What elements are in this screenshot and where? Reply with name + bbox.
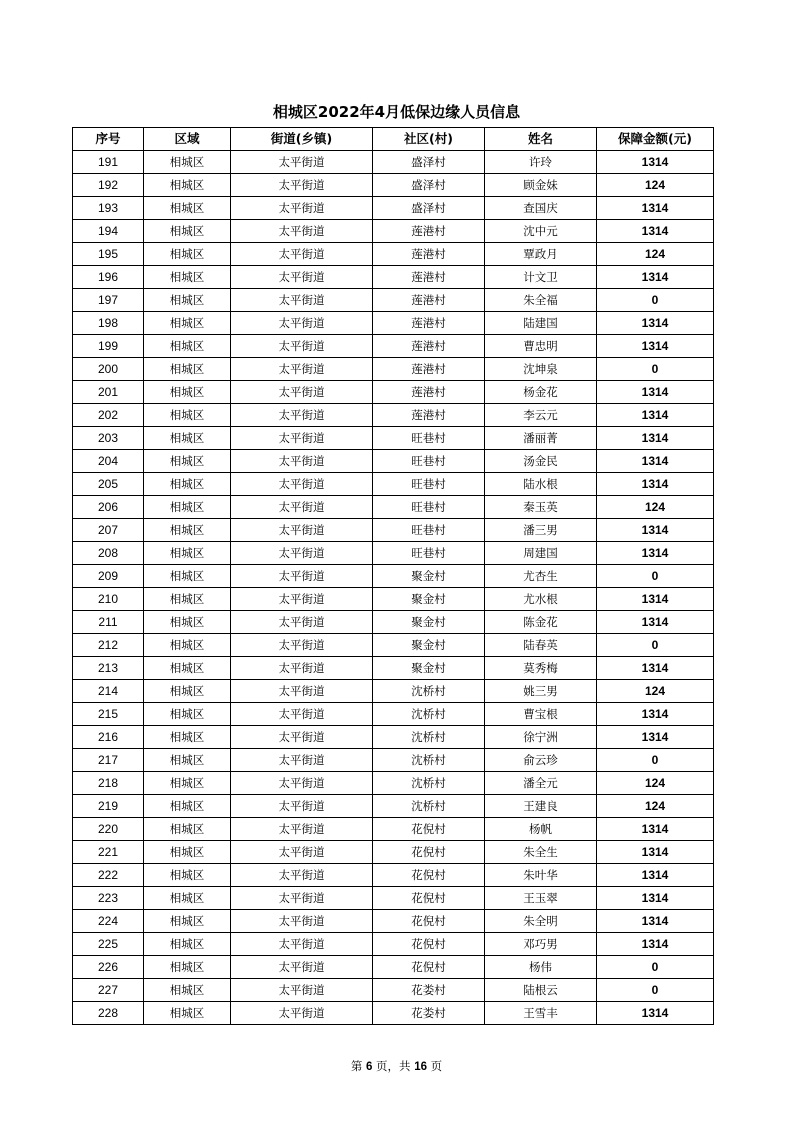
cell-amount: 124 xyxy=(597,772,714,795)
cell-community: 盛泽村 xyxy=(373,151,485,174)
cell-street: 太平街道 xyxy=(231,220,373,243)
cell-amount: 1314 xyxy=(597,381,714,404)
cell-amount: 124 xyxy=(597,496,714,519)
cell-district: 相城区 xyxy=(144,496,231,519)
footer-prefix: 第 xyxy=(350,1059,366,1073)
table-row xyxy=(73,703,714,726)
cell-name: 朱叶华 xyxy=(485,864,597,887)
table-row xyxy=(73,358,714,381)
cell-street: 太平街道 xyxy=(231,979,373,1002)
cell-community: 沈桥村 xyxy=(373,726,485,749)
table-row xyxy=(73,519,714,542)
cell-community: 莲港村 xyxy=(373,358,485,381)
cell-community: 沈桥村 xyxy=(373,703,485,726)
table-row xyxy=(73,427,714,450)
cell-street: 太平街道 xyxy=(231,1002,373,1025)
cell-street: 太平街道 xyxy=(231,289,373,312)
cell-name: 朱全明 xyxy=(485,910,597,933)
cell-amount: 1314 xyxy=(597,910,714,933)
cell-street: 太平街道 xyxy=(231,887,373,910)
cell-name: 朱全生 xyxy=(485,841,597,864)
cell-community: 莲港村 xyxy=(373,243,485,266)
cell-name: 沈坤泉 xyxy=(485,358,597,381)
table-row xyxy=(73,841,714,864)
cell-name: 朱全福 xyxy=(485,289,597,312)
cell-name: 邓巧男 xyxy=(485,933,597,956)
cell-community: 旺巷村 xyxy=(373,473,485,496)
cell-index: 211 xyxy=(73,611,144,634)
cell-district: 相城区 xyxy=(144,473,231,496)
cell-street: 太平街道 xyxy=(231,266,373,289)
cell-index: 216 xyxy=(73,726,144,749)
cell-district: 相城区 xyxy=(144,312,231,335)
cell-amount: 0 xyxy=(597,565,714,588)
cell-name: 许玲 xyxy=(485,151,597,174)
cell-community: 莲港村 xyxy=(373,220,485,243)
cell-community: 旺巷村 xyxy=(373,519,485,542)
header-district: 区域 xyxy=(144,128,231,151)
cell-index: 226 xyxy=(73,956,144,979)
cell-index: 215 xyxy=(73,703,144,726)
cell-name: 潘三男 xyxy=(485,519,597,542)
cell-community: 花娄村 xyxy=(373,1002,485,1025)
cell-index: 213 xyxy=(73,657,144,680)
cell-community: 旺巷村 xyxy=(373,542,485,565)
cell-street: 太平街道 xyxy=(231,680,373,703)
cell-community: 聚金村 xyxy=(373,634,485,657)
cell-index: 196 xyxy=(73,266,144,289)
cell-name: 徐宁洲 xyxy=(485,726,597,749)
cell-district: 相城区 xyxy=(144,427,231,450)
cell-amount: 1314 xyxy=(597,657,714,680)
cell-district: 相城区 xyxy=(144,519,231,542)
cell-street: 太平街道 xyxy=(231,841,373,864)
cell-index: 200 xyxy=(73,358,144,381)
cell-index: 217 xyxy=(73,749,144,772)
cell-index: 197 xyxy=(73,289,144,312)
cell-district: 相城区 xyxy=(144,956,231,979)
cell-street: 太平街道 xyxy=(231,381,373,404)
cell-community: 花倪村 xyxy=(373,956,485,979)
header-name: 姓名 xyxy=(485,128,597,151)
cell-community: 莲港村 xyxy=(373,404,485,427)
table-row xyxy=(73,312,714,335)
cell-district: 相城区 xyxy=(144,749,231,772)
cell-name: 顾金妹 xyxy=(485,174,597,197)
cell-street: 太平街道 xyxy=(231,243,373,266)
cell-amount: 0 xyxy=(597,956,714,979)
cell-street: 太平街道 xyxy=(231,358,373,381)
cell-amount: 0 xyxy=(597,289,714,312)
table-row xyxy=(73,657,714,680)
cell-name: 汤金民 xyxy=(485,450,597,473)
cell-index: 223 xyxy=(73,887,144,910)
cell-community: 花倪村 xyxy=(373,864,485,887)
cell-amount: 124 xyxy=(597,795,714,818)
cell-community: 聚金村 xyxy=(373,611,485,634)
cell-name: 杨金花 xyxy=(485,381,597,404)
cell-amount: 0 xyxy=(597,749,714,772)
cell-name: 姚三男 xyxy=(485,680,597,703)
cell-street: 太平街道 xyxy=(231,473,373,496)
table-row xyxy=(73,450,714,473)
footer-middle: 页，共 xyxy=(372,1059,415,1073)
cell-index: 224 xyxy=(73,910,144,933)
table-row xyxy=(73,542,714,565)
cell-district: 相城区 xyxy=(144,611,231,634)
cell-name: 陆根云 xyxy=(485,979,597,1002)
cell-community: 莲港村 xyxy=(373,289,485,312)
cell-street: 太平街道 xyxy=(231,542,373,565)
cell-district: 相城区 xyxy=(144,588,231,611)
cell-street: 太平街道 xyxy=(231,588,373,611)
table-row xyxy=(73,818,714,841)
table-row xyxy=(73,726,714,749)
cell-index: 227 xyxy=(73,979,144,1002)
table-row xyxy=(73,243,714,266)
data-table xyxy=(72,127,714,1025)
cell-index: 220 xyxy=(73,818,144,841)
current-page: 6 xyxy=(365,1061,373,1073)
header-row xyxy=(73,128,714,151)
table-row xyxy=(73,634,714,657)
cell-district: 相城区 xyxy=(144,979,231,1002)
cell-amount: 1314 xyxy=(597,611,714,634)
cell-index: 228 xyxy=(73,1002,144,1025)
cell-name: 王建良 xyxy=(485,795,597,818)
table-row xyxy=(73,864,714,887)
cell-amount: 124 xyxy=(597,680,714,703)
cell-name: 曹忠明 xyxy=(485,335,597,358)
cell-name: 杨伟 xyxy=(485,956,597,979)
cell-index: 225 xyxy=(73,933,144,956)
cell-name: 王雪丰 xyxy=(485,1002,597,1025)
table-row xyxy=(73,289,714,312)
cell-district: 相城区 xyxy=(144,726,231,749)
cell-amount: 1314 xyxy=(597,864,714,887)
cell-street: 太平街道 xyxy=(231,956,373,979)
table-row xyxy=(73,887,714,910)
total-pages: 16 xyxy=(414,1061,427,1073)
table-row xyxy=(73,1002,714,1025)
cell-district: 相城区 xyxy=(144,657,231,680)
header-community: 社区(村) xyxy=(373,128,485,151)
cell-index: 193 xyxy=(73,197,144,220)
cell-street: 太平街道 xyxy=(231,565,373,588)
cell-street: 太平街道 xyxy=(231,933,373,956)
cell-district: 相城区 xyxy=(144,933,231,956)
cell-index: 206 xyxy=(73,496,144,519)
cell-amount: 1314 xyxy=(597,703,714,726)
cell-community: 花倪村 xyxy=(373,933,485,956)
cell-street: 太平街道 xyxy=(231,450,373,473)
table-row xyxy=(73,473,714,496)
cell-district: 相城区 xyxy=(144,197,231,220)
cell-amount: 1314 xyxy=(597,542,714,565)
cell-district: 相城区 xyxy=(144,542,231,565)
cell-community: 聚金村 xyxy=(373,588,485,611)
cell-name: 王玉翠 xyxy=(485,887,597,910)
cell-street: 太平街道 xyxy=(231,197,373,220)
table-row xyxy=(73,266,714,289)
cell-street: 太平街道 xyxy=(231,151,373,174)
cell-index: 207 xyxy=(73,519,144,542)
cell-name: 杨帆 xyxy=(485,818,597,841)
cell-street: 太平街道 xyxy=(231,703,373,726)
cell-name: 沈中元 xyxy=(485,220,597,243)
cell-index: 208 xyxy=(73,542,144,565)
cell-index: 204 xyxy=(73,450,144,473)
cell-street: 太平街道 xyxy=(231,634,373,657)
cell-index: 198 xyxy=(73,312,144,335)
cell-amount: 1314 xyxy=(597,404,714,427)
cell-index: 219 xyxy=(73,795,144,818)
cell-district: 相城区 xyxy=(144,634,231,657)
table-row xyxy=(73,335,714,358)
cell-street: 太平街道 xyxy=(231,312,373,335)
cell-amount: 1314 xyxy=(597,473,714,496)
cell-amount: 1314 xyxy=(597,312,714,335)
cell-district: 相城区 xyxy=(144,289,231,312)
cell-amount: 0 xyxy=(597,634,714,657)
table-row xyxy=(73,910,714,933)
cell-community: 花倪村 xyxy=(373,887,485,910)
table-row xyxy=(73,956,714,979)
page-title: 相城区2022年4月低保边缘人员信息 xyxy=(272,103,521,121)
cell-community: 盛泽村 xyxy=(373,174,485,197)
cell-district: 相城区 xyxy=(144,151,231,174)
cell-index: 214 xyxy=(73,680,144,703)
cell-district: 相城区 xyxy=(144,818,231,841)
cell-amount: 1314 xyxy=(597,450,714,473)
cell-name: 俞云珍 xyxy=(485,749,597,772)
cell-community: 花娄村 xyxy=(373,979,485,1002)
cell-amount: 1314 xyxy=(597,197,714,220)
cell-community: 沈桥村 xyxy=(373,680,485,703)
cell-community: 花倪村 xyxy=(373,841,485,864)
cell-street: 太平街道 xyxy=(231,772,373,795)
cell-street: 太平街道 xyxy=(231,726,373,749)
cell-index: 218 xyxy=(73,772,144,795)
cell-street: 太平街道 xyxy=(231,910,373,933)
cell-index: 194 xyxy=(73,220,144,243)
cell-street: 太平街道 xyxy=(231,864,373,887)
cell-street: 太平街道 xyxy=(231,174,373,197)
cell-district: 相城区 xyxy=(144,358,231,381)
cell-district: 相城区 xyxy=(144,703,231,726)
cell-district: 相城区 xyxy=(144,450,231,473)
table-row xyxy=(73,404,714,427)
cell-name: 尤水根 xyxy=(485,588,597,611)
cell-index: 221 xyxy=(73,841,144,864)
cell-index: 199 xyxy=(73,335,144,358)
header-amount: 保障金额(元) xyxy=(597,128,714,151)
cell-name: 陆春英 xyxy=(485,634,597,657)
cell-community: 盛泽村 xyxy=(373,197,485,220)
cell-amount: 1314 xyxy=(597,220,714,243)
table-row xyxy=(73,220,714,243)
cell-index: 192 xyxy=(73,174,144,197)
cell-amount: 0 xyxy=(597,979,714,1002)
cell-community: 莲港村 xyxy=(373,335,485,358)
cell-community: 旺巷村 xyxy=(373,427,485,450)
table-row xyxy=(73,496,714,519)
cell-name: 陈金花 xyxy=(485,611,597,634)
table-row xyxy=(73,197,714,220)
cell-name: 潘丽菁 xyxy=(485,427,597,450)
cell-name: 查国庆 xyxy=(485,197,597,220)
table-row xyxy=(73,565,714,588)
cell-amount: 1314 xyxy=(597,933,714,956)
cell-street: 太平街道 xyxy=(231,335,373,358)
cell-district: 相城区 xyxy=(144,864,231,887)
cell-index: 195 xyxy=(73,243,144,266)
cell-community: 花倪村 xyxy=(373,910,485,933)
cell-district: 相城区 xyxy=(144,404,231,427)
cell-street: 太平街道 xyxy=(231,496,373,519)
cell-name: 秦玉英 xyxy=(485,496,597,519)
cell-amount: 1314 xyxy=(597,151,714,174)
table-row xyxy=(73,933,714,956)
cell-district: 相城区 xyxy=(144,910,231,933)
cell-amount: 1314 xyxy=(597,588,714,611)
cell-name: 尤杏生 xyxy=(485,565,597,588)
cell-amount: 1314 xyxy=(597,841,714,864)
table-row xyxy=(73,174,714,197)
cell-amount: 1314 xyxy=(597,887,714,910)
cell-community: 莲港村 xyxy=(373,312,485,335)
cell-amount: 1314 xyxy=(597,726,714,749)
cell-community: 聚金村 xyxy=(373,565,485,588)
cell-district: 相城区 xyxy=(144,841,231,864)
table-row xyxy=(73,979,714,1002)
cell-index: 201 xyxy=(73,381,144,404)
cell-index: 209 xyxy=(73,565,144,588)
cell-street: 太平街道 xyxy=(231,657,373,680)
cell-district: 相城区 xyxy=(144,243,231,266)
cell-community: 莲港村 xyxy=(373,381,485,404)
cell-community: 聚金村 xyxy=(373,657,485,680)
cell-name: 周建国 xyxy=(485,542,597,565)
cell-street: 太平街道 xyxy=(231,749,373,772)
cell-amount: 1314 xyxy=(597,818,714,841)
cell-name: 莫秀梅 xyxy=(485,657,597,680)
cell-community: 莲港村 xyxy=(373,266,485,289)
table-row xyxy=(73,772,714,795)
header-index: 序号 xyxy=(73,128,144,151)
cell-index: 222 xyxy=(73,864,144,887)
table-row xyxy=(73,749,714,772)
cell-index: 210 xyxy=(73,588,144,611)
cell-district: 相城区 xyxy=(144,335,231,358)
cell-name: 李云元 xyxy=(485,404,597,427)
table-row xyxy=(73,680,714,703)
cell-name: 陆建国 xyxy=(485,312,597,335)
cell-amount: 1314 xyxy=(597,335,714,358)
cell-community: 沈桥村 xyxy=(373,795,485,818)
cell-name: 计文卫 xyxy=(485,266,597,289)
cell-amount: 124 xyxy=(597,174,714,197)
table-row xyxy=(73,795,714,818)
cell-name: 陆水根 xyxy=(485,473,597,496)
cell-name: 曹宝根 xyxy=(485,703,597,726)
cell-amount: 1314 xyxy=(597,427,714,450)
table-row xyxy=(73,151,714,174)
cell-amount: 1314 xyxy=(597,266,714,289)
cell-index: 212 xyxy=(73,634,144,657)
header-street: 街道(乡镇) xyxy=(231,128,373,151)
cell-community: 旺巷村 xyxy=(373,450,485,473)
cell-name: 覃政月 xyxy=(485,243,597,266)
cell-community: 沈桥村 xyxy=(373,772,485,795)
cell-street: 太平街道 xyxy=(231,427,373,450)
cell-district: 相城区 xyxy=(144,772,231,795)
cell-index: 202 xyxy=(73,404,144,427)
cell-index: 205 xyxy=(73,473,144,496)
cell-street: 太平街道 xyxy=(231,519,373,542)
cell-amount: 0 xyxy=(597,358,714,381)
cell-district: 相城区 xyxy=(144,381,231,404)
cell-community: 花倪村 xyxy=(373,818,485,841)
footer-suffix: 页 xyxy=(427,1059,443,1073)
cell-district: 相城区 xyxy=(144,680,231,703)
cell-district: 相城区 xyxy=(144,565,231,588)
cell-name: 潘全元 xyxy=(485,772,597,795)
cell-street: 太平街道 xyxy=(231,404,373,427)
cell-district: 相城区 xyxy=(144,1002,231,1025)
cell-amount: 1314 xyxy=(597,1002,714,1025)
cell-street: 太平街道 xyxy=(231,611,373,634)
cell-community: 旺巷村 xyxy=(373,496,485,519)
table-row xyxy=(73,381,714,404)
cell-district: 相城区 xyxy=(144,220,231,243)
cell-amount: 124 xyxy=(597,243,714,266)
cell-street: 太平街道 xyxy=(231,795,373,818)
table-row xyxy=(73,611,714,634)
cell-community: 沈桥村 xyxy=(373,749,485,772)
table-row xyxy=(73,588,714,611)
cell-index: 203 xyxy=(73,427,144,450)
cell-index: 191 xyxy=(73,151,144,174)
cell-district: 相城区 xyxy=(144,887,231,910)
cell-district: 相城区 xyxy=(144,266,231,289)
cell-district: 相城区 xyxy=(144,174,231,197)
cell-street: 太平街道 xyxy=(231,818,373,841)
page-footer xyxy=(0,1058,793,1074)
cell-amount: 1314 xyxy=(597,519,714,542)
cell-district: 相城区 xyxy=(144,795,231,818)
